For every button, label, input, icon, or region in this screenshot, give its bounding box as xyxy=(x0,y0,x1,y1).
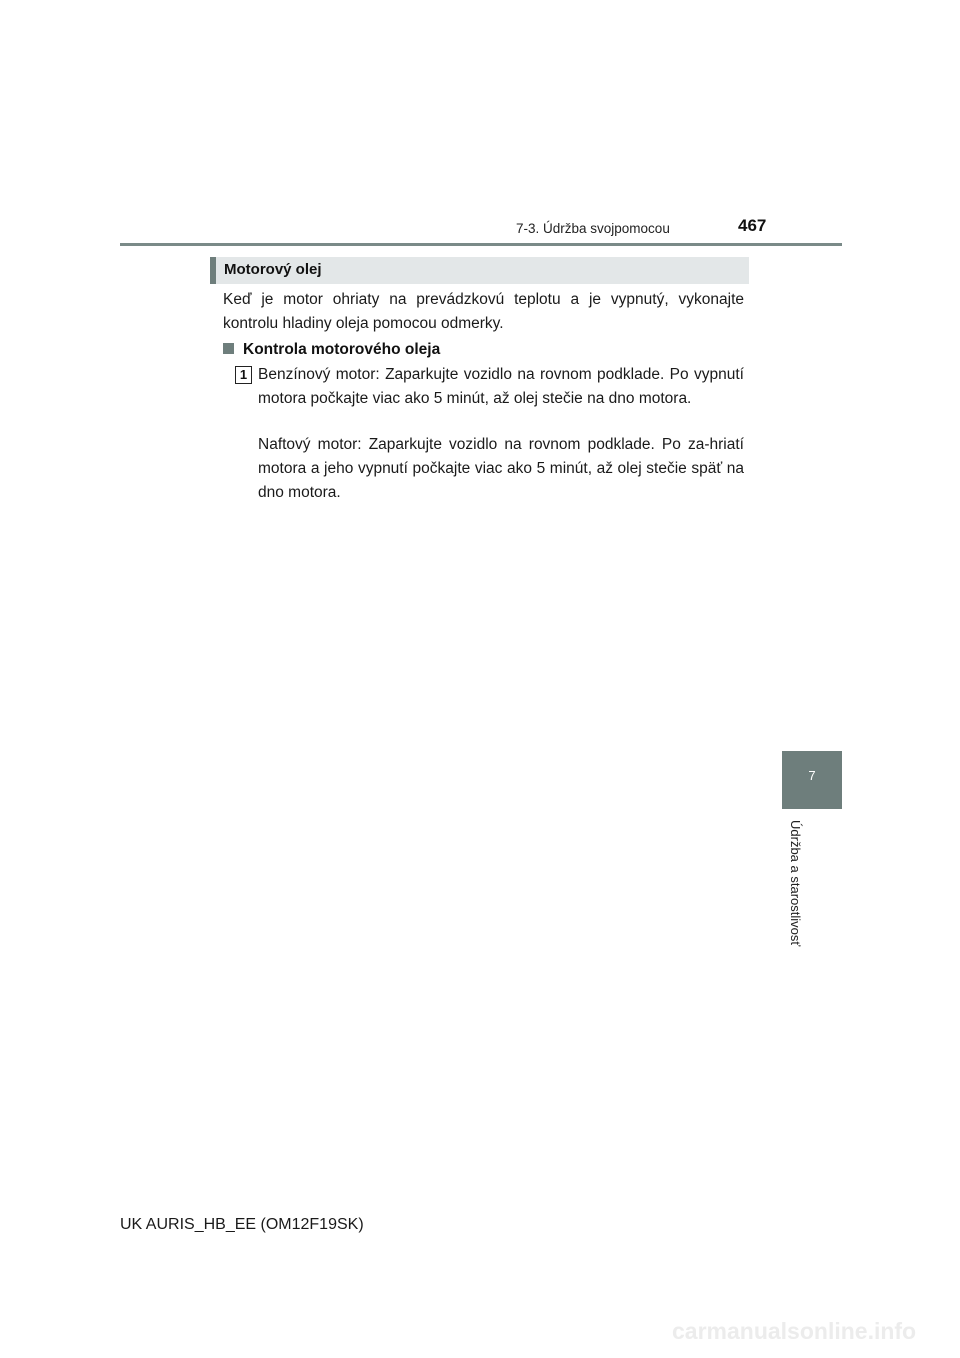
subheading-text: Kontrola motorového oleja xyxy=(243,341,441,358)
subheading xyxy=(223,338,440,362)
step-number-badge: 1 xyxy=(235,366,252,384)
page-number: 467 xyxy=(738,216,767,235)
square-bullet-icon xyxy=(223,343,234,354)
step-diesel-text: Naftový motor: Zaparkujte vozidlo na rovnom podklade. Po za-hriatí motora a jeho vypnutí počkajte viac ako 5 minút, až olej stečie späť na dno motora. xyxy=(258,436,744,501)
intro-paragraph: Keď je motor ohriaty na prevádzkovú teplotu a je vypnutý, vykonajte kontrolu hladiny oleja pomocou odmerky. xyxy=(223,291,744,332)
watermark: carmanualsonline.info xyxy=(672,1318,917,1344)
chapter-tab-number: 7 xyxy=(808,768,816,783)
step-gasoline-text: Benzínový motor: Zaparkujte vozidlo na rovnom podklade. Po vypnutí motora počkajte viac ako 5 minút, až olej stečie na dno motora. xyxy=(258,366,744,407)
chapter-title-vertical: Údržba a starostlivosť xyxy=(788,820,803,947)
header-divider xyxy=(120,243,842,246)
section-title: Motorový olej xyxy=(224,261,322,278)
footer-manual-code: UK AURIS_HB_EE (OM12F19SK) xyxy=(120,1216,364,1233)
section-bar-accent xyxy=(210,257,216,284)
section-title-bar xyxy=(210,257,749,284)
header-section-title: 7-3. Údržba svojpomocou xyxy=(516,221,670,236)
